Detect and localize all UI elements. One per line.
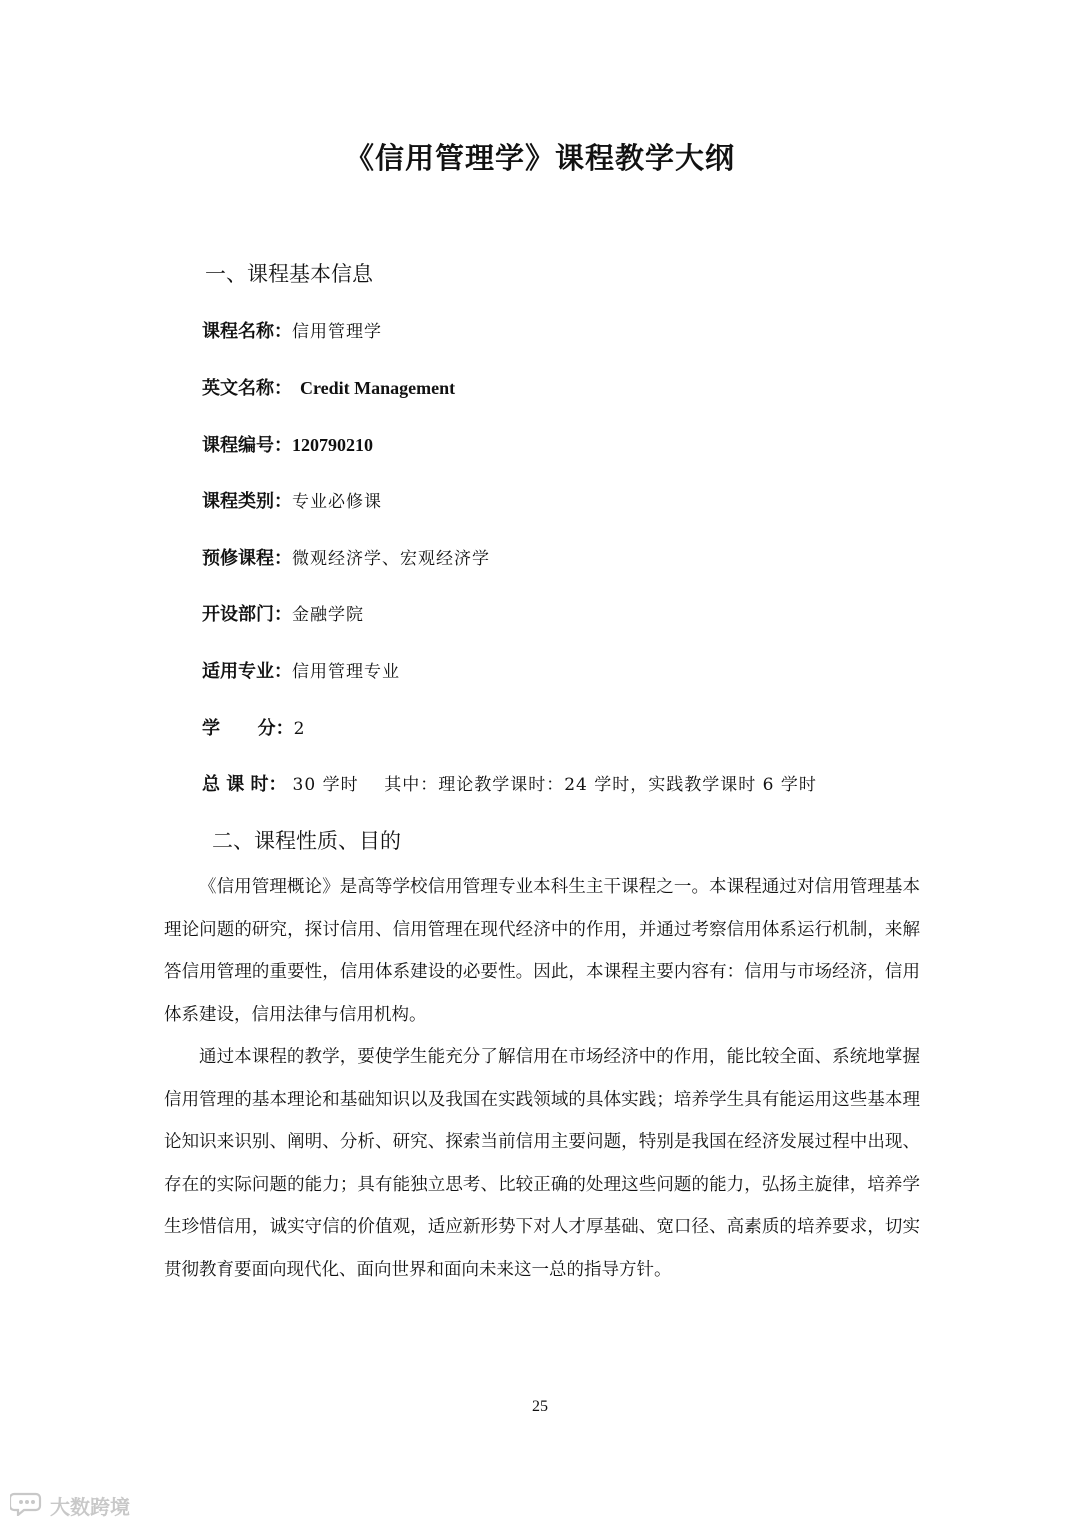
field-course-type (202, 487, 382, 513)
field-prerequisites (202, 544, 490, 570)
field-value: 2 (293, 719, 306, 739)
field-value: 微观经济学、宏观经济学 (292, 549, 490, 569)
field-value: 信用管理专业 (292, 662, 400, 682)
field-value: Credit Management (300, 378, 456, 398)
chat-bubble-logo-icon (10, 1490, 44, 1521)
field-course-name (202, 317, 382, 343)
field-label: 总 课 时： (202, 774, 287, 795)
field-major (202, 657, 400, 683)
field-english-name (202, 374, 455, 400)
field-value: 金融学院 (292, 605, 364, 625)
field-label: 英文名称： (202, 378, 292, 399)
field-label: 学 分： (202, 718, 294, 739)
field-total-hours (202, 770, 817, 796)
field-course-code (202, 431, 373, 457)
field-label: 课程类别： (202, 491, 292, 512)
field-label: 课程名称： (202, 321, 292, 342)
document-title: 《信用管理学》课程教学大纲 (344, 141, 735, 175)
section-heading-nature-purpose: 二、课程性质、目的 (212, 829, 401, 853)
field-label: 适用专业： (202, 661, 292, 682)
field-credits (202, 714, 305, 740)
watermark-text: 大数跨境 (50, 1495, 130, 1519)
field-label: 课程编号： (202, 435, 292, 456)
field-value: 专业必修课 (292, 492, 382, 512)
field-value: 120790210 (292, 435, 373, 455)
section-heading-basic-info: 一、课程基本信息 (205, 262, 373, 286)
field-value: 信用管理学 (292, 322, 382, 342)
watermark (10, 1490, 130, 1521)
field-value: 30 学时 其中：理论教学课时：24 学时，实践教学课时 6 学时 (292, 775, 817, 795)
paragraph-objectives: 通过本课程的教学，要使学生能充分了解信用在市场经济中的作用，能比较全面、系统地掌握信用管理的基本理论和基础知识以及我国在实践领域的具体实践；培养学生具有能运用这些基本理论知识来识别、阐明、分析、研究、探索当前信用主要问题，特别是我国在经济发展过程中出现、存在的实际问题的能力；具有能独立思考、比较正确的处理这些问题的能力，弘扬主旋律，培养学生珍惜信用，诚实守信的价值观，适应新形势下对人才厚基础、宽口径、高素质的培养要求，切实贯彻教育要面向现代化、面向世界和面向未来这一总的指导方针。 (164, 1047, 920, 1280)
paragraph-intro: 《信用管理概论》是高等学校信用管理专业本科生主干课程之一。本课程通过对信用管理基本理论问题的研究，探讨信用、信用管理在现代经济中的作用，并通过考察信用体系运行机制，来解答信用管理的重要性，信用体系建设的必要性。因此，本课程主要内容有：信用与市场经济，信用体系建设，信用法律与信用机构。 (164, 877, 920, 1025)
field-label: 预修课程： (202, 548, 292, 569)
field-department (202, 600, 364, 626)
page-number: 25 (532, 1398, 548, 1415)
field-label: 开设部门： (202, 604, 292, 625)
